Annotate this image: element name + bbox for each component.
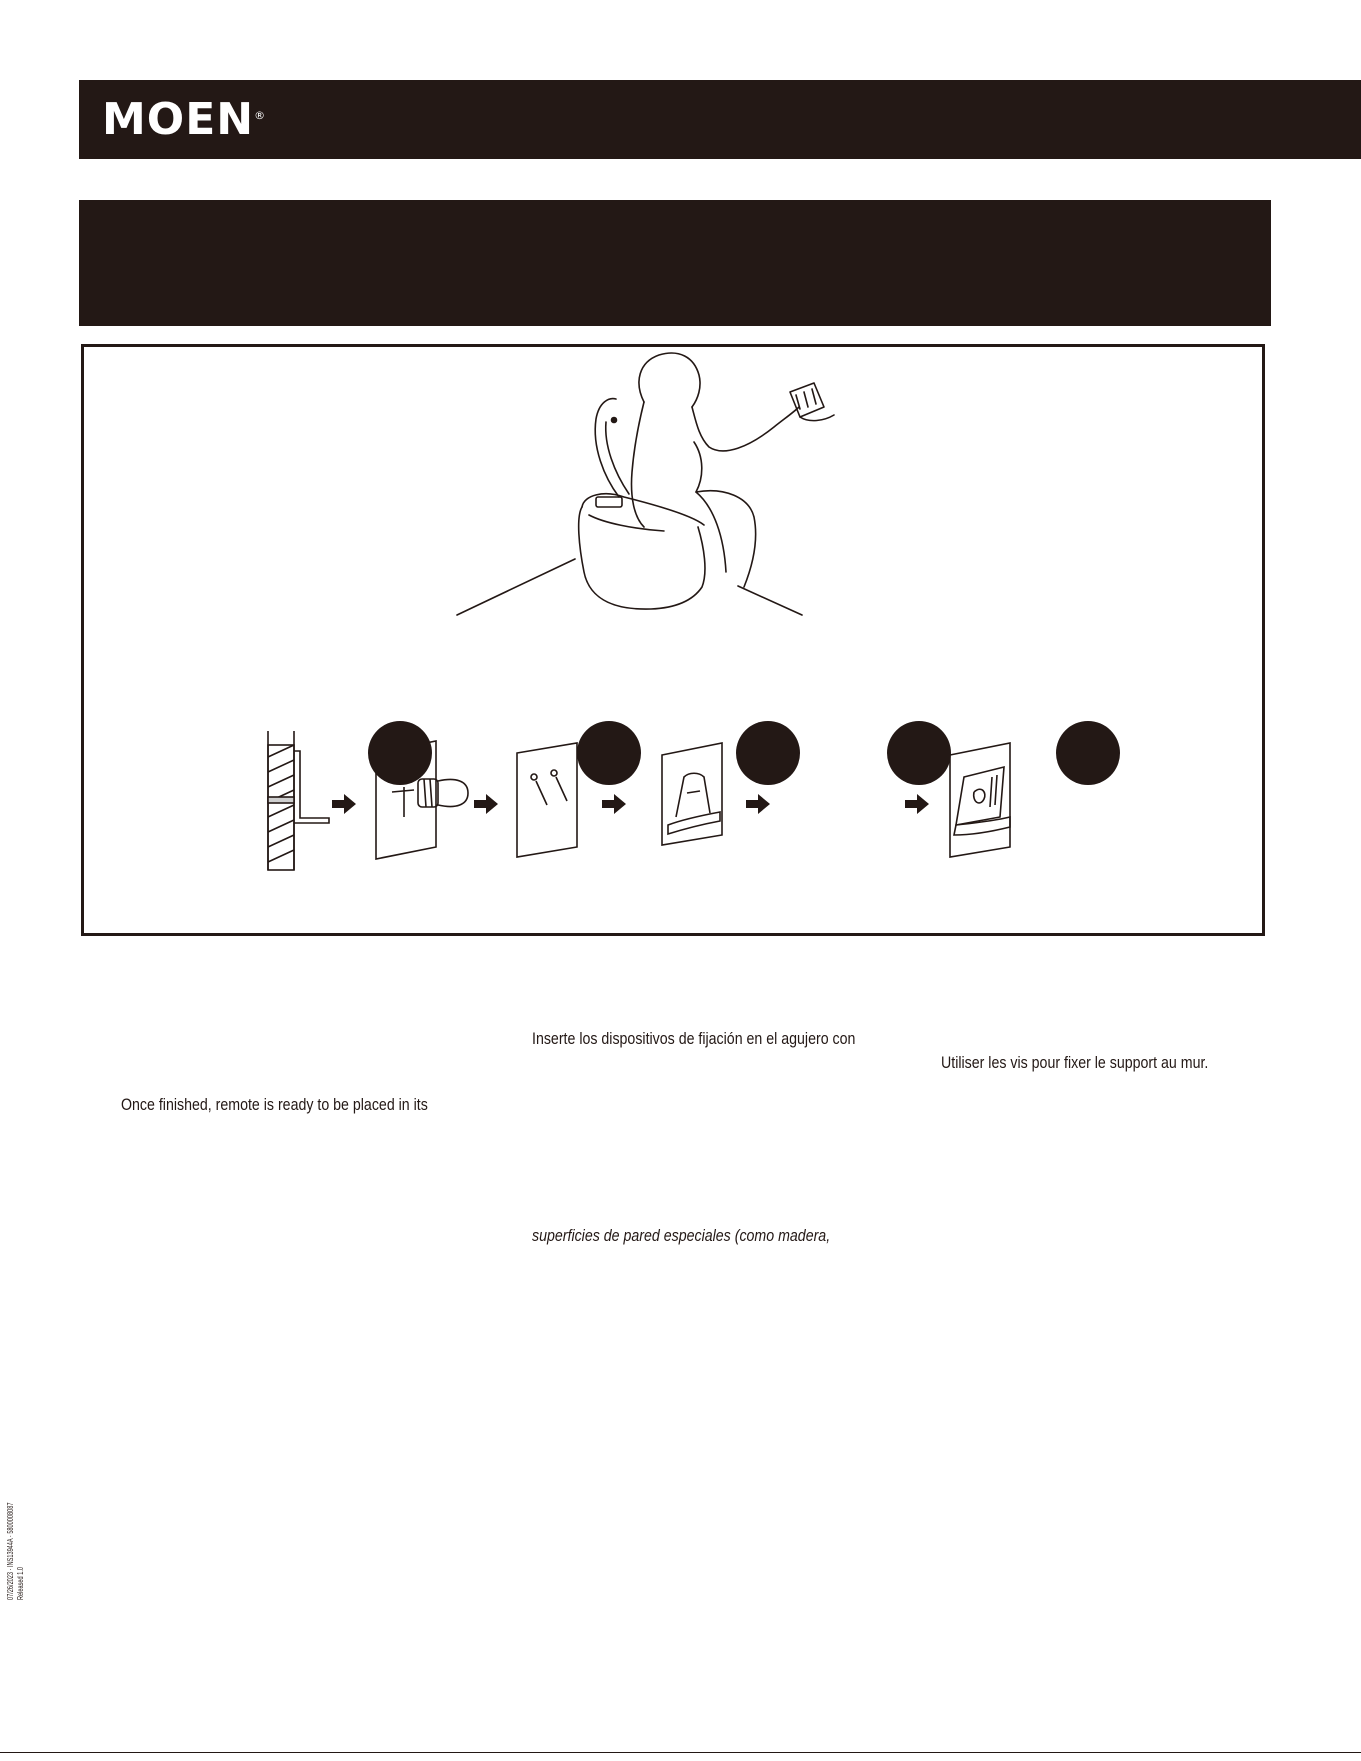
person-head: [639, 353, 700, 407]
moen-logo: MOEN®: [102, 94, 267, 145]
installation-illustration: [84, 347, 1268, 939]
en-once-finished-text: Once finished, remote is ready to be placed in its: [121, 1096, 428, 1114]
remote-in-hand: [790, 383, 824, 417]
section-title-bar: [79, 200, 1271, 326]
step-bracket: [662, 743, 722, 845]
es-insert-anchors-text: Inserte los dispositivos de fijación en el agujero con: [532, 1030, 856, 1048]
arrow-5: [905, 794, 929, 814]
step-arrows: [332, 794, 929, 814]
fr-use-screws-text: Utiliser les vis pour fixer le support au mur.: [941, 1054, 1209, 1072]
step-badge-1: [368, 721, 432, 785]
toilet-base: [579, 507, 705, 609]
document-code-footer: 07/26/2023 · INS13944A · 5800008087 Released 1.0: [6, 1502, 25, 1600]
step-anchors: [517, 743, 577, 857]
step-badge-4: [887, 721, 951, 785]
toilet-lid: [595, 399, 619, 497]
arrow-1: [332, 794, 356, 814]
person-back: [632, 402, 645, 527]
bottom-rule: [0, 1752, 1361, 1753]
es-special-surfaces-text: superficies de pared especiales (como madera,: [532, 1227, 831, 1245]
person-arm: [692, 407, 799, 451]
step-wall-section: [268, 731, 329, 870]
arrow-4: [746, 794, 770, 814]
arrow-3: [602, 794, 626, 814]
step-badge-5: [1056, 721, 1120, 785]
step-badge-3: [736, 721, 800, 785]
step-badge-2: [577, 721, 641, 785]
installation-figure: [81, 344, 1265, 936]
floor-line-right: [738, 586, 802, 615]
arrow-2: [474, 794, 498, 814]
brand-header-bar: [79, 80, 1361, 159]
step-remote-mounted: [950, 743, 1010, 857]
floor-line-left: [457, 559, 575, 615]
